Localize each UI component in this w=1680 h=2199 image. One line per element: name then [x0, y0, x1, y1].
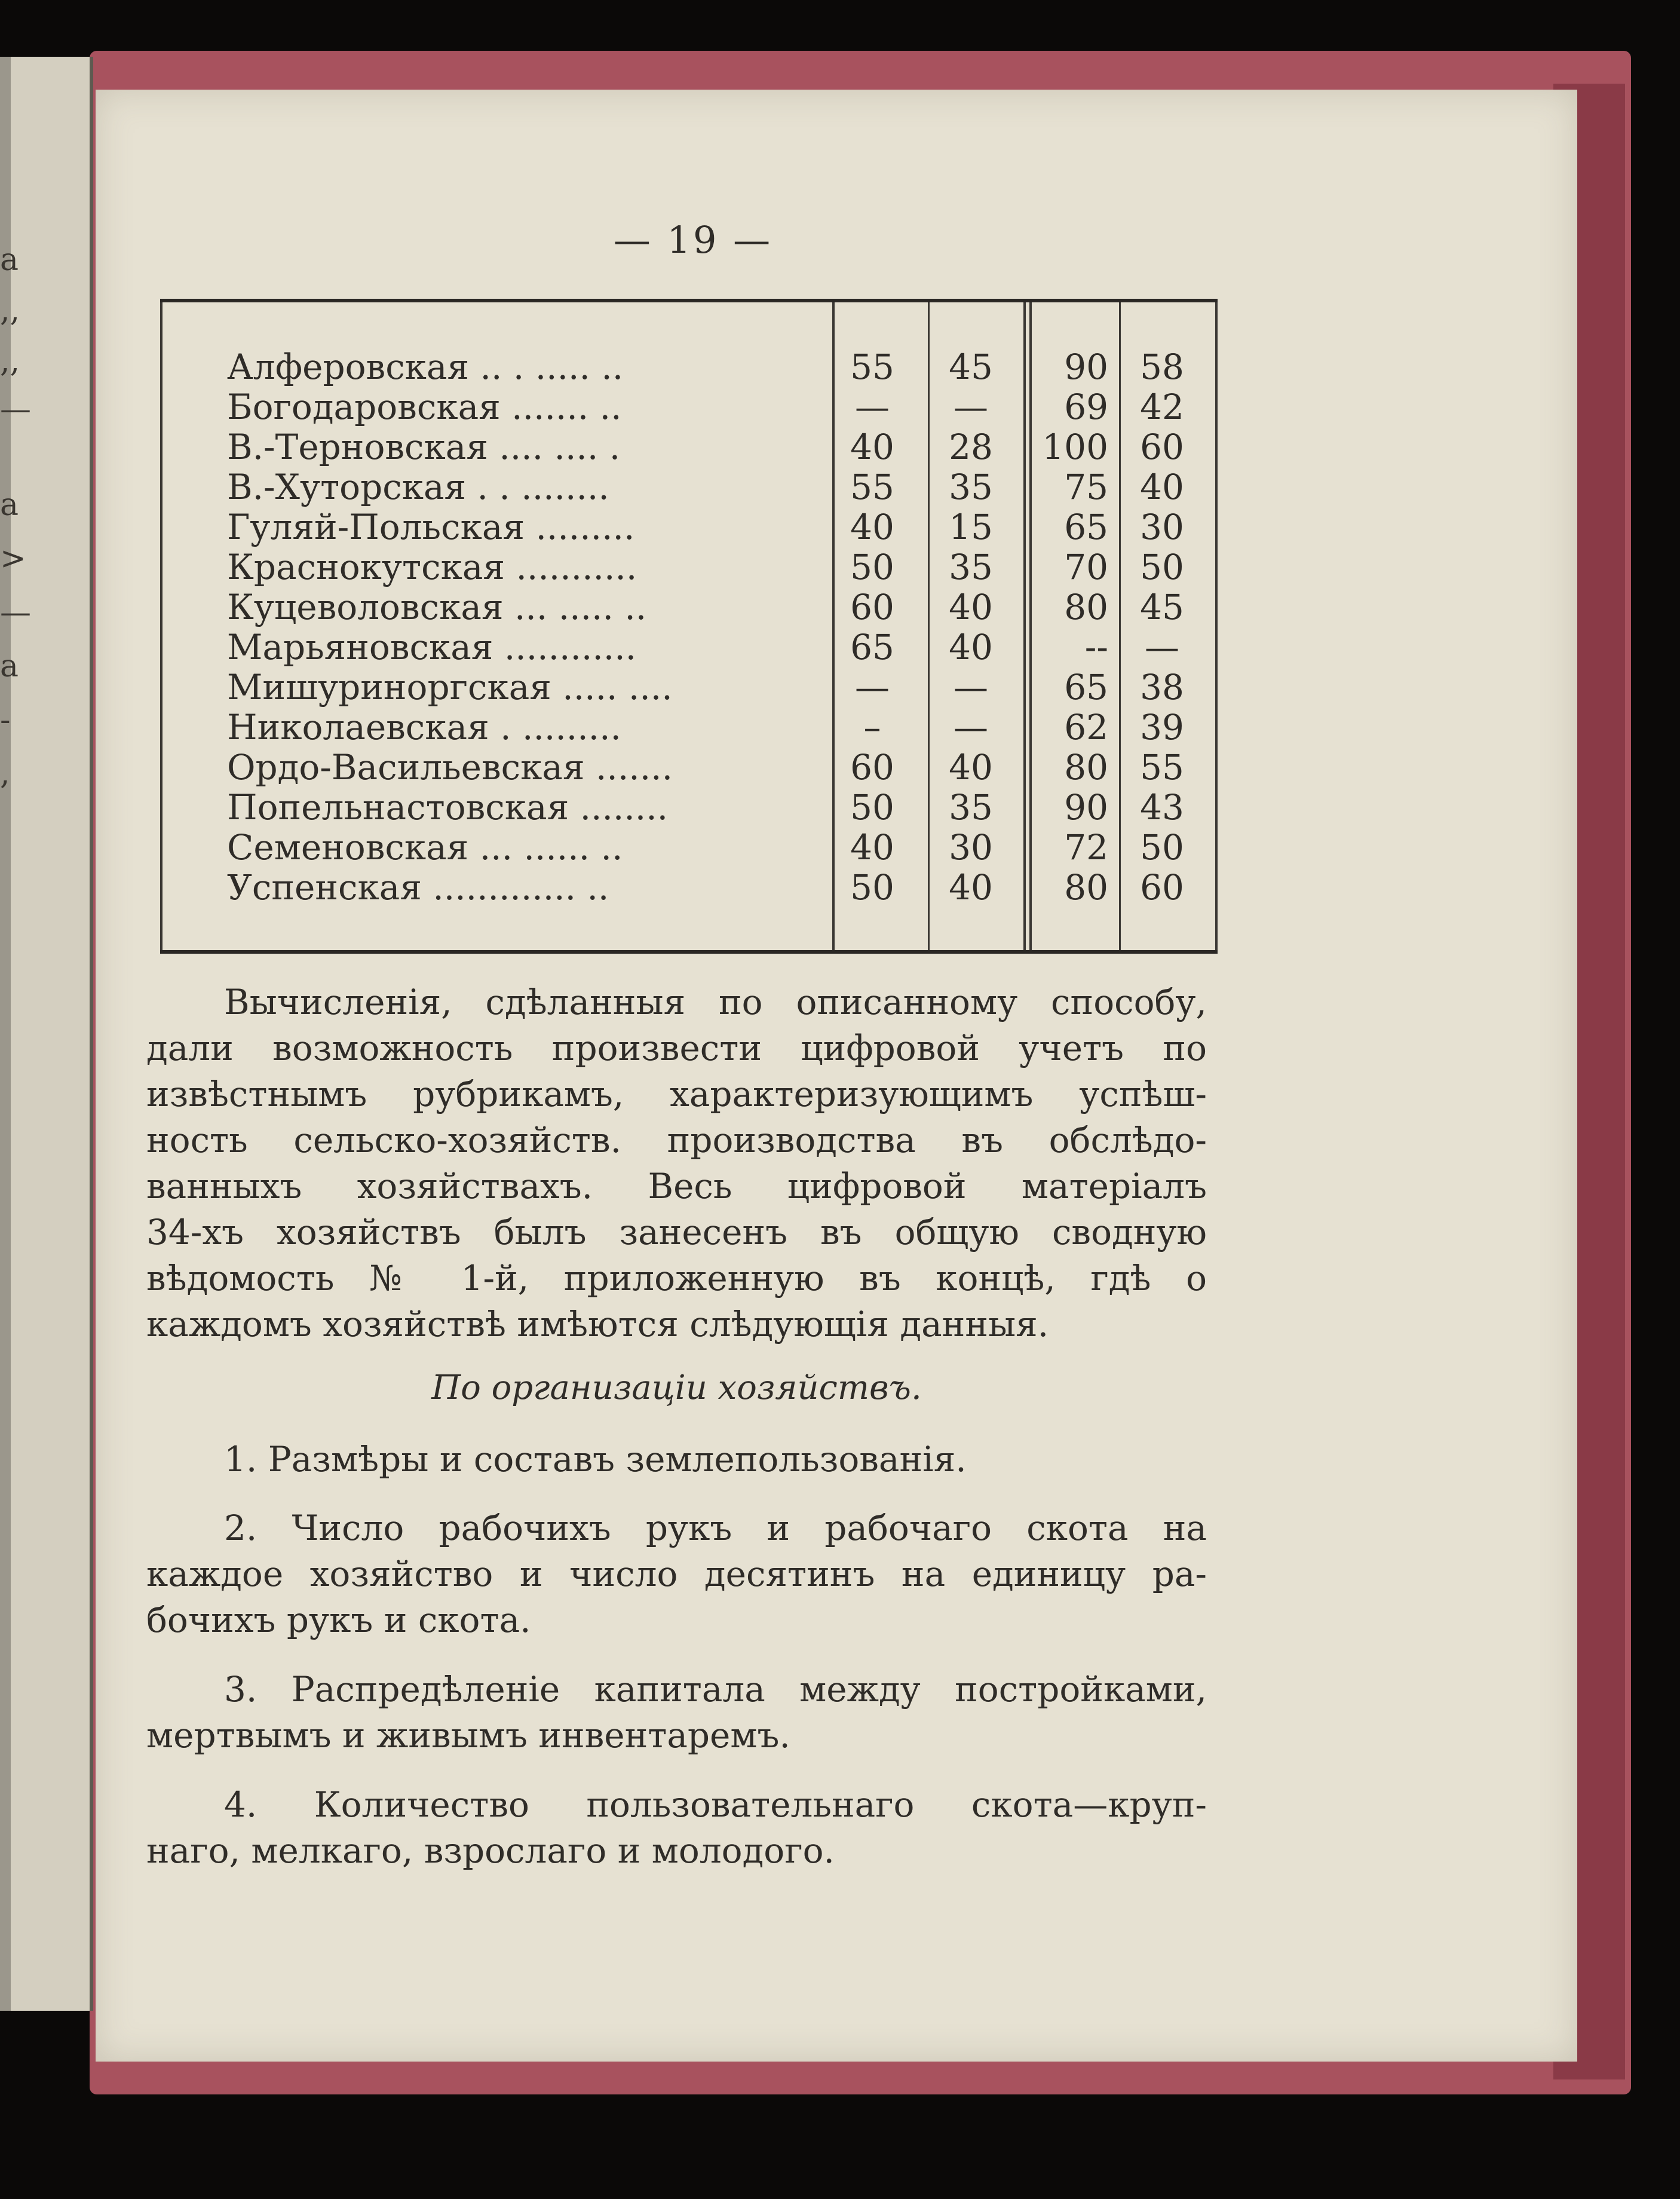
paragraph-line: каждомъ хозяйствѣ имѣются слѣдующія данныя. [146, 1304, 1049, 1344]
row-name: Ордо-Васильевская ....... [227, 747, 673, 788]
table-row [227, 867, 1201, 908]
row-value-4: 43 [1140, 787, 1184, 828]
table-row [227, 467, 1201, 507]
table-row [227, 667, 1201, 708]
row-name: Богодаровская ....... .. [227, 387, 622, 427]
paragraph-line: 34-хъ хозяйствъ былъ занесенъ въ общую сводную [146, 1212, 1207, 1252]
row-value-1: 60 [850, 747, 894, 788]
row-value-3: 75 [1064, 467, 1108, 507]
row-value-1: 40 [850, 827, 894, 868]
left-page-fragment: > [0, 541, 26, 577]
row-value-2: — [954, 667, 988, 708]
row-value-1: 55 [850, 467, 894, 507]
list-item-line: бочихъ рукъ и скота. [146, 1600, 531, 1640]
table-right-border [1215, 302, 1218, 950]
row-value-4: 60 [1140, 427, 1184, 467]
row-value-3: -- [1084, 627, 1108, 667]
paragraph-line: вѣдомость № 1-й, приложенную въ концѣ, гдѣ о [146, 1258, 1207, 1298]
row-value-1: – [863, 707, 881, 748]
row-value-2: 40 [949, 627, 993, 667]
page-number: — 19 — [613, 218, 773, 262]
row-name: Семеновская ... ...... .. [227, 827, 623, 868]
list-item-line: 2. Число рабочихъ рукъ и рабочаго скота на [224, 1508, 1207, 1548]
row-value-2: — [954, 387, 988, 427]
row-value-1: 60 [850, 587, 894, 627]
row-value-3: 80 [1064, 587, 1108, 627]
row-value-3: 65 [1064, 507, 1108, 547]
paragraph-line: Вычисленія, сдѣланныя по описанному способу, [224, 982, 1207, 1022]
row-value-2: 15 [949, 507, 993, 547]
row-value-2: 40 [949, 587, 993, 627]
row-value-3: 100 [1042, 427, 1108, 467]
row-name: Попельнастовская ........ [227, 787, 669, 828]
row-value-1: 55 [850, 347, 894, 387]
row-value-3: 62 [1064, 707, 1108, 748]
row-value-3: 90 [1064, 347, 1108, 387]
left-page-fragment: а [0, 242, 19, 278]
row-value-4: 38 [1140, 667, 1184, 708]
row-value-4: 60 [1140, 867, 1184, 908]
row-value-2: — [954, 707, 988, 748]
row-value-3: 65 [1064, 667, 1108, 708]
table-bottom-rule [160, 950, 1218, 954]
row-name: Марьяновская ............ [227, 627, 637, 667]
row-value-3: 72 [1064, 827, 1108, 868]
row-value-1: 40 [850, 507, 894, 547]
row-name: В.-Терновская .... .... . [227, 427, 621, 467]
left-page-fragment: — [0, 595, 31, 630]
row-name: Алферовская .. . ..... .. [227, 347, 624, 387]
row-value-4: 39 [1140, 707, 1184, 748]
row-value-4: 55 [1140, 747, 1184, 788]
row-value-1: 50 [850, 787, 894, 828]
table-left-border [160, 302, 163, 950]
row-value-3: 70 [1064, 547, 1108, 587]
table-row [227, 547, 1201, 587]
row-name: Куцеволовская ... ..... .. [227, 587, 647, 627]
row-name: Гуляй-Польская ......... [227, 507, 635, 547]
row-value-2: 30 [949, 827, 993, 868]
table-row [227, 347, 1201, 387]
paragraph-line: ность сельско-хозяйств. производства въ обслѣдо- [146, 1120, 1207, 1160]
left-page-fragment: , [0, 756, 10, 792]
paragraph-line: дали возможность произвести цифровой учетъ по [146, 1028, 1207, 1068]
row-value-4: 58 [1140, 347, 1184, 387]
row-value-2: 35 [949, 547, 993, 587]
row-value-3: 90 [1064, 787, 1108, 828]
list-item-line: мертвымъ и живымъ инвентаремъ. [146, 1715, 790, 1756]
row-value-2: 40 [949, 747, 993, 788]
table-top-rule [160, 299, 1218, 302]
list-item-line: 3. Распредѣленіе капитала между постройками, [224, 1669, 1207, 1710]
table-row [227, 427, 1201, 467]
row-value-4: 42 [1140, 387, 1184, 427]
row-value-3: 69 [1064, 387, 1108, 427]
row-value-1: 65 [850, 627, 894, 667]
list-item-line: 4. Количество пользовательнаго скота—круп- [224, 1784, 1207, 1825]
left-page-fragment: а [0, 648, 19, 684]
row-value-1: 50 [850, 867, 894, 908]
row-value-2: 35 [949, 467, 993, 507]
row-value-1: — [855, 667, 890, 708]
paragraph-line: извѣстнымъ рубрикамъ, характеризующимъ успѣш- [146, 1074, 1207, 1114]
row-value-3: 80 [1064, 747, 1108, 788]
table-row [227, 507, 1201, 547]
list-item-line: наго, мелкаго, взрослаго и молодого. [146, 1830, 835, 1871]
table-row [227, 387, 1201, 427]
list-item-line: 1. Размѣры и составъ землепользованія. [224, 1439, 967, 1480]
table-row [227, 747, 1201, 788]
section-heading: По организаціи хозяйствъ. [431, 1368, 922, 1407]
row-value-2: 40 [949, 867, 993, 908]
row-name: Успенская ............. .. [227, 867, 609, 908]
table-row [227, 707, 1201, 748]
row-name: Николаевская . ......... [227, 707, 621, 748]
row-value-4: 50 [1140, 827, 1184, 868]
table-row [227, 827, 1201, 868]
row-value-4: 45 [1140, 587, 1184, 627]
left-page-fragment: а [0, 487, 19, 523]
left-page-fragment: — [0, 391, 31, 427]
row-value-3: 80 [1064, 867, 1108, 908]
row-value-2: 45 [949, 347, 993, 387]
row-name: Краснокутская ........... [227, 547, 637, 587]
table-row [227, 787, 1201, 828]
row-value-2: 28 [949, 427, 993, 467]
left-page-fragment: ,, [0, 293, 20, 329]
row-name: Мишуриноргская ..... .... [227, 667, 673, 708]
row-name: В.-Хуторская . . ........ [227, 467, 609, 507]
row-value-4: 30 [1140, 507, 1184, 547]
left-page-fragment: ,, [0, 344, 20, 379]
row-value-4: 40 [1140, 467, 1184, 507]
table-row [227, 587, 1201, 627]
row-value-4: 50 [1140, 547, 1184, 587]
row-value-1: 50 [850, 547, 894, 587]
left-page [0, 57, 93, 2011]
table-row [227, 627, 1201, 667]
paragraph-line: ванныхъ хозяйствахъ. Весь цифровой матеріалъ [146, 1166, 1207, 1206]
row-value-2: 35 [949, 787, 993, 828]
row-value-4: — [1145, 627, 1179, 667]
left-page-fragment: - [0, 702, 11, 738]
row-value-1: — [855, 387, 890, 427]
list-item-line: каждое хозяйство и число десятинъ на единицу ра- [146, 1554, 1207, 1594]
row-value-1: 40 [850, 427, 894, 467]
